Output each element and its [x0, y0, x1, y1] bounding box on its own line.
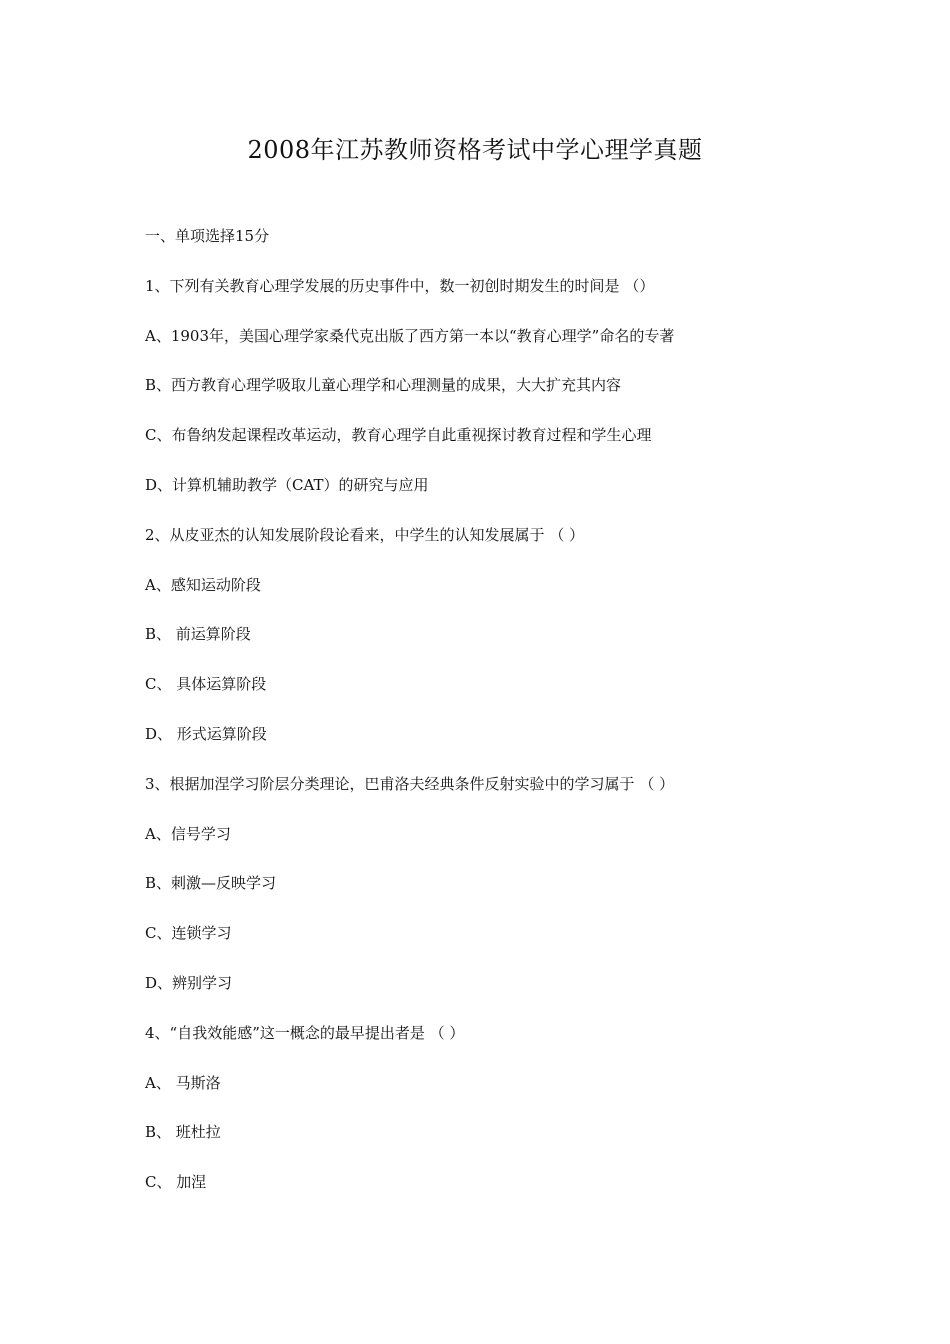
question-4-option-a: A、 马斯洛	[145, 1073, 221, 1092]
question-3-option-a: A、信号学习	[145, 824, 231, 843]
question-1-option-d: D、计算机辅助教学（CAT）的研究与应用	[145, 475, 429, 494]
question-3-option-d: D、辨别学习	[145, 973, 233, 992]
page-title: 2008年江苏教师资格考试中学心理学真题	[247, 136, 703, 164]
section-heading: 一、单项选择15分	[145, 227, 270, 245]
question-2-option-d: D、 形式运算阶段	[145, 724, 267, 743]
question-1: 1、下列有关教育心理学发展的历史事件中，数一初创时期发生的时间是 （）	[145, 276, 655, 295]
question-2: 2、从皮亚杰的认知发展阶段论看来，中学生的认知发展属于 （ ）	[145, 525, 585, 544]
question-4: 4、“自我效能感”这一概念的最早提出者是 （ ）	[145, 1023, 465, 1042]
question-1-option-a: A、1903年，美国心理学家桑代克出版了西方第一本以“教育心理学”命名的专著	[145, 326, 675, 345]
question-1-option-c: C、布鲁纳发起课程改革运动，教育心理学自此重视探讨教育过程和学生心理	[145, 426, 652, 445]
question-3-option-c: C、连锁学习	[145, 924, 232, 943]
question-2-option-c: C、 具体运算阶段	[145, 675, 267, 694]
question-3-option-b: B、刺激—反映学习	[145, 874, 277, 893]
question-4-option-b: B、 班杜拉	[145, 1123, 221, 1142]
question-2-option-a: A、感知运动阶段	[145, 575, 261, 594]
document-body	[145, 224, 905, 1220]
question-4-option-c: C、 加涅	[145, 1173, 207, 1192]
question-2-option-b: B、 前运算阶段	[145, 625, 251, 644]
question-1-option-b: B、西方教育心理学吸取儿童心理学和心理测量的成果，大大扩充其内容	[145, 376, 622, 395]
question-3: 3、根据加涅学习阶层分类理论，巴甫洛夫经典条件反射实验中的学习属于 （ ）	[145, 774, 675, 793]
